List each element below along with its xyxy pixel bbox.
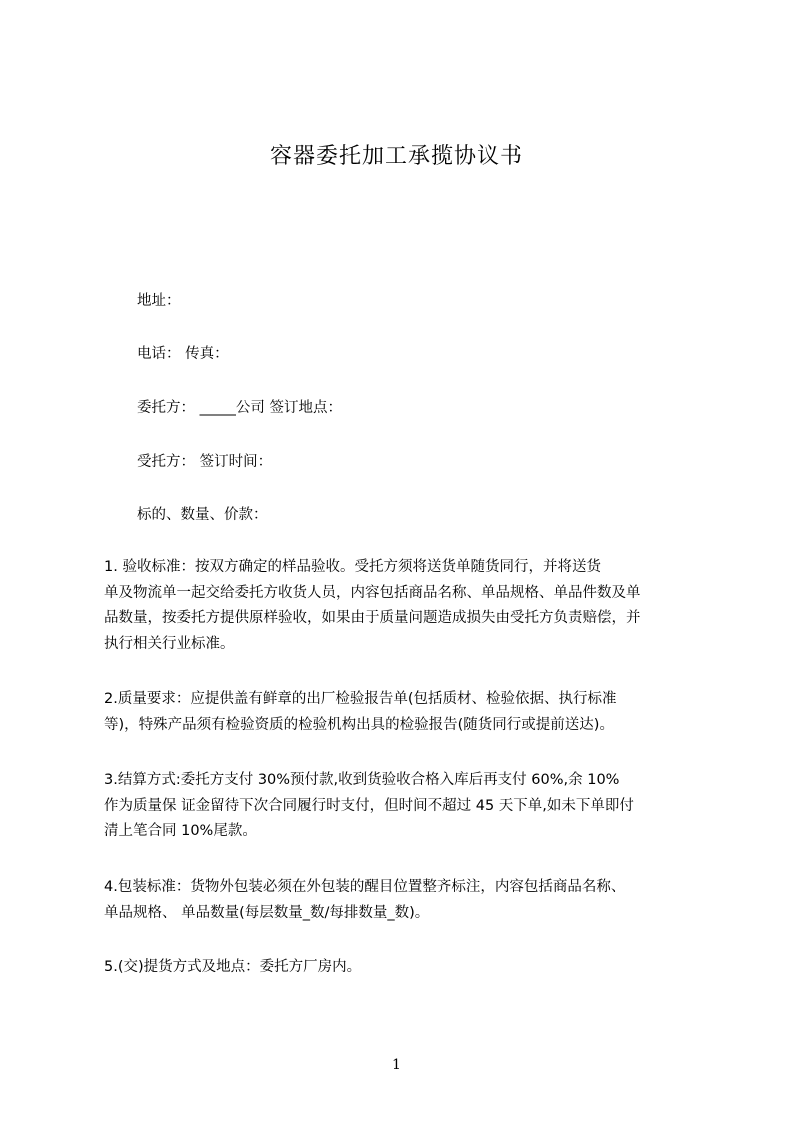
clause-quality-requirement — [104, 687, 704, 738]
clause-line: 单及物流单一起交给委托方收货人员，内容包括商品名称、单品规格、单品件数及单 — [104, 584, 641, 601]
clause-delivery-method — [104, 955, 704, 981]
clause-line: 5.(交)提货方式及地点：委托方厂房内。 — [104, 959, 362, 975]
clause-line: 3.结算方式:委托方支付 30%预付款,收到货验收合格入库后再支付 60%,余 10% — [104, 772, 620, 788]
document-title: 容器委托加工承揽协议书 — [269, 144, 523, 169]
clause-settlement-method — [104, 768, 704, 845]
address-field: 地址： — [137, 293, 181, 309]
contractor-field: 受托方： 签订时间： — [137, 454, 273, 470]
clause-line: 1. 验收标准：按双方确定的样品验收。受托方须将送货单随货同行，并将送货 — [104, 559, 601, 575]
clause-line: 作为质量保 证金留待下次合同履行时支付，但时间不超过 45 天下单,如未下单即付 — [104, 797, 634, 814]
clause-packaging-standard — [104, 875, 704, 926]
clause-line: 4.包装标准：货物外包装必须在外包装的醒目位置整齐标注，内容包括商品名称、 — [104, 879, 626, 895]
page-number: 1 — [392, 1057, 401, 1073]
clause-line: 执行相关行业标准。 — [104, 635, 235, 652]
phone-fax-field: 电话： 传真： — [137, 346, 229, 362]
clause-line: 等)，特殊产品须有检验资质的检验机构出具的检验报告(随货同行或提前送达)。 — [104, 716, 614, 733]
clause-acceptance-standard — [104, 555, 704, 657]
clause-line: 2.质量要求：应提供盖有鲜章的出厂检验报告单(包括质材、检验依据、执行标准 — [104, 691, 617, 707]
client-field: 委托方： _____公司 签订地点： — [137, 400, 342, 416]
clause-line: 清上笔合同 10%尾款。 — [104, 823, 257, 839]
clause-line: 品数量，按委托方提供原样验收，如果由于质量问题造成损失由受托方负责赔偿，并 — [104, 610, 641, 626]
subject-field: 标的、数量、价款： — [137, 507, 268, 523]
clause-line: 单品规格、 单品数量(每层数量_数/每排数量_数)。 — [104, 904, 430, 921]
